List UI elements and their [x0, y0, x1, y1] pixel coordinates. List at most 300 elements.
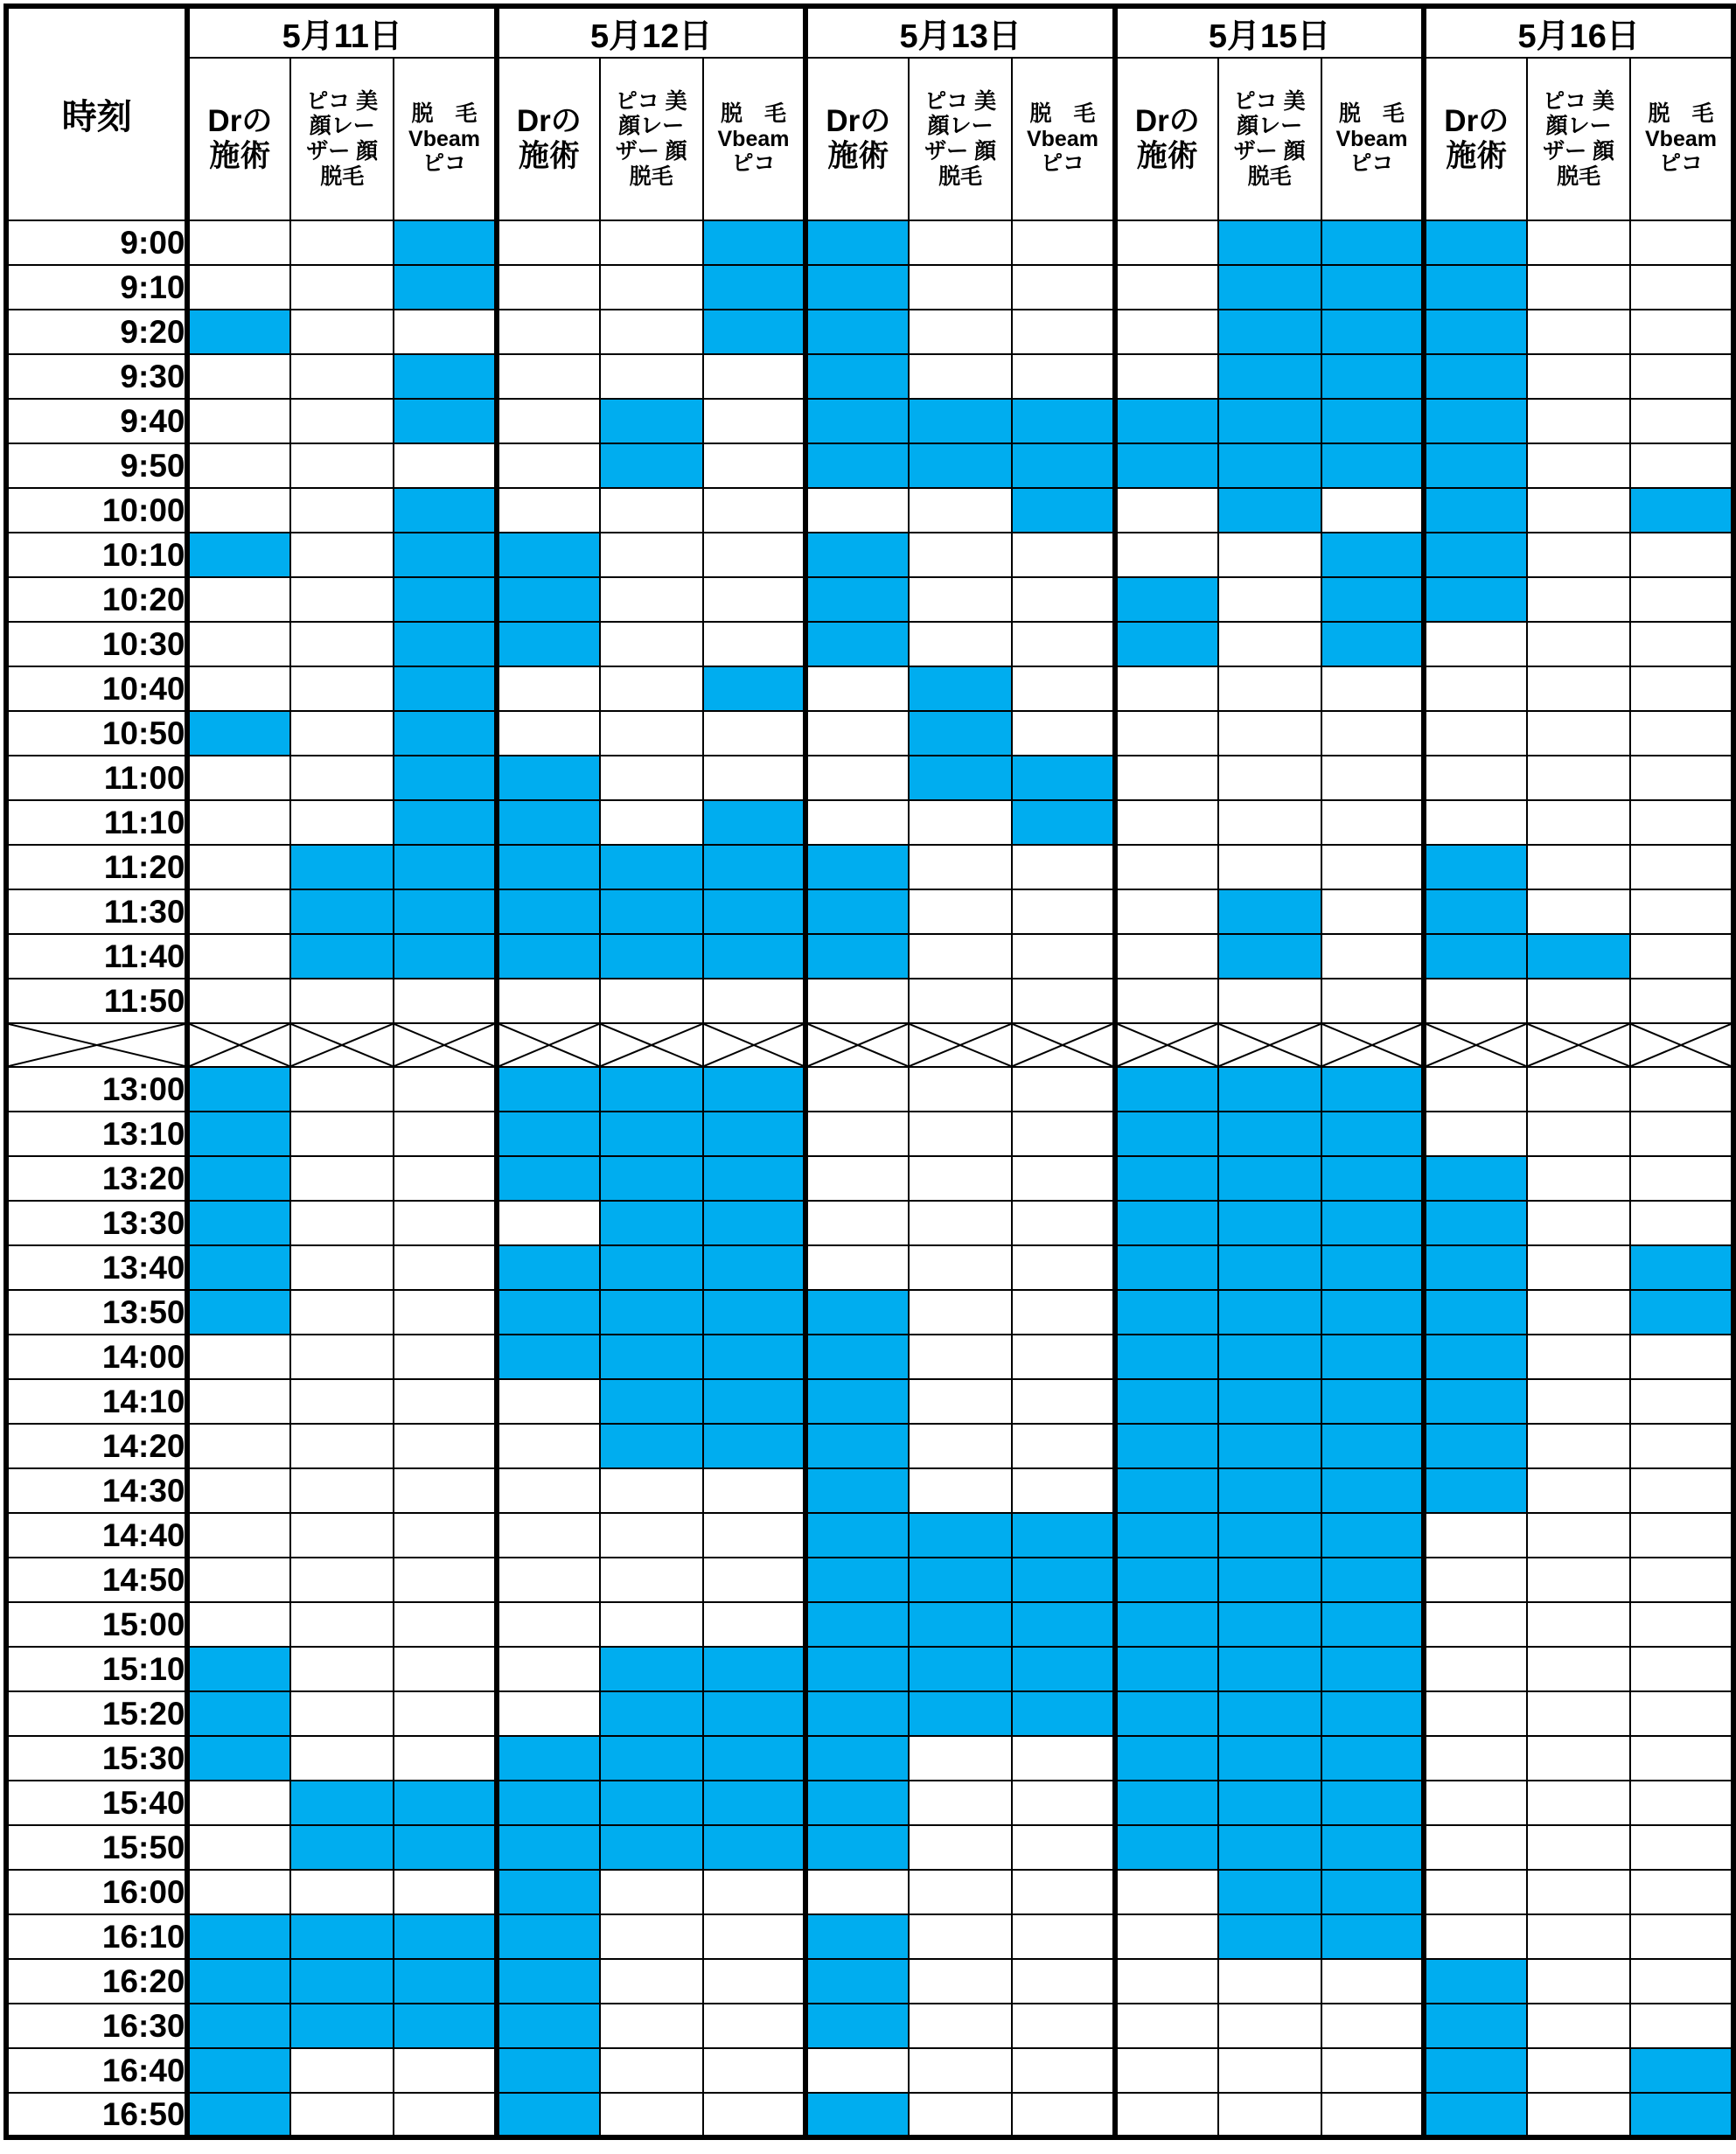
- booked-slot[interactable]: [805, 1424, 909, 1468]
- booked-slot[interactable]: [703, 934, 806, 979]
- open-slot[interactable]: [290, 1602, 394, 1647]
- booked-slot[interactable]: [497, 845, 600, 889]
- open-slot[interactable]: [1424, 1112, 1527, 1156]
- open-slot[interactable]: [187, 1379, 290, 1424]
- open-slot[interactable]: [909, 1245, 1012, 1290]
- open-slot[interactable]: [600, 1959, 703, 2004]
- open-slot[interactable]: [703, 577, 806, 622]
- open-slot[interactable]: [703, 1468, 806, 1513]
- open-slot[interactable]: [1115, 756, 1218, 800]
- booked-slot[interactable]: [497, 1825, 600, 1870]
- open-slot[interactable]: [187, 800, 290, 845]
- booked-slot[interactable]: [909, 756, 1012, 800]
- open-slot[interactable]: [187, 354, 290, 399]
- open-slot[interactable]: [497, 1424, 600, 1468]
- open-slot[interactable]: [497, 443, 600, 488]
- open-slot[interactable]: [1012, 1112, 1115, 1156]
- booked-slot[interactable]: [703, 1781, 806, 1825]
- booked-slot[interactable]: [497, 756, 600, 800]
- booked-slot[interactable]: [703, 845, 806, 889]
- booked-slot[interactable]: [600, 1825, 703, 1870]
- open-slot[interactable]: [1527, 711, 1630, 756]
- open-slot[interactable]: [1527, 666, 1630, 711]
- booked-slot[interactable]: [1218, 1513, 1321, 1558]
- booked-slot[interactable]: [1424, 2093, 1527, 2137]
- booked-slot[interactable]: [909, 1691, 1012, 1736]
- booked-slot[interactable]: [290, 845, 394, 889]
- open-slot[interactable]: [1115, 1959, 1218, 2004]
- open-slot[interactable]: [1115, 1870, 1218, 1914]
- open-slot[interactable]: [703, 354, 806, 399]
- open-slot[interactable]: [1527, 1379, 1630, 1424]
- booked-slot[interactable]: [805, 265, 909, 310]
- open-slot[interactable]: [1527, 1290, 1630, 1335]
- booked-slot[interactable]: [1630, 1290, 1733, 1335]
- booked-slot[interactable]: [703, 1245, 806, 1290]
- open-slot[interactable]: [290, 622, 394, 666]
- booked-slot[interactable]: [1424, 399, 1527, 443]
- open-slot[interactable]: [394, 1647, 497, 1691]
- open-slot[interactable]: [600, 310, 703, 354]
- open-slot[interactable]: [1527, 889, 1630, 934]
- open-slot[interactable]: [1527, 1691, 1630, 1736]
- open-slot[interactable]: [1630, 2004, 1733, 2048]
- open-slot[interactable]: [1424, 1870, 1527, 1914]
- booked-slot[interactable]: [1218, 265, 1321, 310]
- open-slot[interactable]: [1218, 756, 1321, 800]
- open-slot[interactable]: [1527, 1335, 1630, 1379]
- open-slot[interactable]: [1115, 979, 1218, 1023]
- open-slot[interactable]: [1527, 622, 1630, 666]
- open-slot[interactable]: [1630, 622, 1733, 666]
- open-slot[interactable]: [1321, 800, 1425, 845]
- open-slot[interactable]: [1012, 310, 1115, 354]
- booked-slot[interactable]: [703, 1379, 806, 1424]
- open-slot[interactable]: [703, 711, 806, 756]
- open-slot[interactable]: [187, 1424, 290, 1468]
- open-slot[interactable]: [290, 1290, 394, 1335]
- booked-slot[interactable]: [394, 220, 497, 265]
- open-slot[interactable]: [703, 622, 806, 666]
- open-slot[interactable]: [1630, 889, 1733, 934]
- open-slot[interactable]: [909, 979, 1012, 1023]
- open-slot[interactable]: [1012, 533, 1115, 577]
- open-slot[interactable]: [187, 1825, 290, 1870]
- open-slot[interactable]: [1527, 1245, 1630, 1290]
- booked-slot[interactable]: [1218, 220, 1321, 265]
- booked-slot[interactable]: [805, 1781, 909, 1825]
- booked-slot[interactable]: [290, 1914, 394, 1959]
- open-slot[interactable]: [1218, 1959, 1321, 2004]
- open-slot[interactable]: [909, 622, 1012, 666]
- open-slot[interactable]: [1218, 622, 1321, 666]
- open-slot[interactable]: [497, 1602, 600, 1647]
- open-slot[interactable]: [703, 2093, 806, 2137]
- booked-slot[interactable]: [497, 889, 600, 934]
- open-slot[interactable]: [1527, 1156, 1630, 1201]
- open-slot[interactable]: [290, 577, 394, 622]
- booked-slot[interactable]: [187, 1736, 290, 1781]
- booked-slot[interactable]: [805, 1825, 909, 1870]
- open-slot[interactable]: [187, 1558, 290, 1602]
- open-slot[interactable]: [909, 354, 1012, 399]
- open-slot[interactable]: [1115, 845, 1218, 889]
- open-slot[interactable]: [1012, 1245, 1115, 1290]
- open-slot[interactable]: [805, 756, 909, 800]
- booked-slot[interactable]: [703, 1290, 806, 1335]
- open-slot[interactable]: [1527, 265, 1630, 310]
- booked-slot[interactable]: [1424, 2004, 1527, 2048]
- open-slot[interactable]: [1321, 934, 1425, 979]
- open-slot[interactable]: [909, 1781, 1012, 1825]
- open-slot[interactable]: [290, 443, 394, 488]
- open-slot[interactable]: [1012, 1870, 1115, 1914]
- booked-slot[interactable]: [1012, 756, 1115, 800]
- booked-slot[interactable]: [805, 399, 909, 443]
- open-slot[interactable]: [1218, 2048, 1321, 2093]
- open-slot[interactable]: [1527, 310, 1630, 354]
- open-slot[interactable]: [290, 310, 394, 354]
- booked-slot[interactable]: [1115, 1290, 1218, 1335]
- booked-slot[interactable]: [1321, 443, 1425, 488]
- booked-slot[interactable]: [394, 399, 497, 443]
- booked-slot[interactable]: [1115, 1335, 1218, 1379]
- open-slot[interactable]: [600, 756, 703, 800]
- open-slot[interactable]: [290, 1379, 394, 1424]
- booked-slot[interactable]: [1115, 1602, 1218, 1647]
- open-slot[interactable]: [1115, 889, 1218, 934]
- booked-slot[interactable]: [1115, 399, 1218, 443]
- open-slot[interactable]: [290, 1736, 394, 1781]
- open-slot[interactable]: [703, 2048, 806, 2093]
- booked-slot[interactable]: [805, 1914, 909, 1959]
- booked-slot[interactable]: [805, 889, 909, 934]
- booked-slot[interactable]: [805, 1379, 909, 1424]
- booked-slot[interactable]: [497, 1959, 600, 2004]
- open-slot[interactable]: [1012, 1781, 1115, 1825]
- open-slot[interactable]: [1527, 1468, 1630, 1513]
- open-slot[interactable]: [1012, 220, 1115, 265]
- open-slot[interactable]: [394, 1513, 497, 1558]
- open-slot[interactable]: [805, 666, 909, 711]
- booked-slot[interactable]: [497, 1112, 600, 1156]
- open-slot[interactable]: [394, 1602, 497, 1647]
- open-slot[interactable]: [497, 399, 600, 443]
- open-slot[interactable]: [394, 2048, 497, 2093]
- booked-slot[interactable]: [187, 2004, 290, 2048]
- booked-slot[interactable]: [497, 1245, 600, 1290]
- booked-slot[interactable]: [1321, 1602, 1425, 1647]
- booked-slot[interactable]: [187, 533, 290, 577]
- booked-slot[interactable]: [187, 1647, 290, 1691]
- open-slot[interactable]: [600, 577, 703, 622]
- booked-slot[interactable]: [805, 310, 909, 354]
- open-slot[interactable]: [1424, 1602, 1527, 1647]
- booked-slot[interactable]: [1424, 265, 1527, 310]
- booked-slot[interactable]: [1527, 934, 1630, 979]
- open-slot[interactable]: [1527, 577, 1630, 622]
- booked-slot[interactable]: [1321, 533, 1425, 577]
- open-slot[interactable]: [394, 1335, 497, 1379]
- open-slot[interactable]: [1218, 845, 1321, 889]
- open-slot[interactable]: [1630, 979, 1733, 1023]
- booked-slot[interactable]: [909, 1558, 1012, 1602]
- booked-slot[interactable]: [1321, 1201, 1425, 1245]
- booked-slot[interactable]: [187, 1067, 290, 1112]
- open-slot[interactable]: [909, 1112, 1012, 1156]
- booked-slot[interactable]: [805, 220, 909, 265]
- booked-slot[interactable]: [497, 1736, 600, 1781]
- open-slot[interactable]: [600, 354, 703, 399]
- booked-slot[interactable]: [1115, 1156, 1218, 1201]
- booked-slot[interactable]: [1218, 354, 1321, 399]
- open-slot[interactable]: [1527, 2004, 1630, 2048]
- open-slot[interactable]: [1115, 2093, 1218, 2137]
- open-slot[interactable]: [1527, 1067, 1630, 1112]
- booked-slot[interactable]: [1321, 399, 1425, 443]
- booked-slot[interactable]: [1012, 1513, 1115, 1558]
- booked-slot[interactable]: [1012, 488, 1115, 533]
- booked-slot[interactable]: [1115, 1781, 1218, 1825]
- open-slot[interactable]: [805, 1201, 909, 1245]
- open-slot[interactable]: [909, 1201, 1012, 1245]
- booked-slot[interactable]: [703, 1736, 806, 1781]
- open-slot[interactable]: [1012, 979, 1115, 1023]
- booked-slot[interactable]: [394, 265, 497, 310]
- open-slot[interactable]: [290, 1691, 394, 1736]
- open-slot[interactable]: [1630, 1914, 1733, 1959]
- open-slot[interactable]: [290, 1468, 394, 1513]
- open-slot[interactable]: [394, 1870, 497, 1914]
- open-slot[interactable]: [909, 2004, 1012, 2048]
- open-slot[interactable]: [909, 577, 1012, 622]
- open-slot[interactable]: [805, 1112, 909, 1156]
- booked-slot[interactable]: [600, 1112, 703, 1156]
- open-slot[interactable]: [1115, 2004, 1218, 2048]
- open-slot[interactable]: [1321, 2048, 1425, 2093]
- booked-slot[interactable]: [1218, 1156, 1321, 1201]
- booked-slot[interactable]: [909, 711, 1012, 756]
- open-slot[interactable]: [394, 1067, 497, 1112]
- booked-slot[interactable]: [1424, 577, 1527, 622]
- booked-slot[interactable]: [1115, 1558, 1218, 1602]
- open-slot[interactable]: [290, 1647, 394, 1691]
- open-slot[interactable]: [703, 979, 806, 1023]
- open-slot[interactable]: [1321, 2093, 1425, 2137]
- open-slot[interactable]: [290, 1870, 394, 1914]
- open-slot[interactable]: [187, 622, 290, 666]
- booked-slot[interactable]: [600, 1736, 703, 1781]
- booked-slot[interactable]: [1424, 443, 1527, 488]
- booked-slot[interactable]: [805, 1468, 909, 1513]
- open-slot[interactable]: [1012, 1335, 1115, 1379]
- booked-slot[interactable]: [394, 533, 497, 577]
- open-slot[interactable]: [1527, 1870, 1630, 1914]
- open-slot[interactable]: [909, 220, 1012, 265]
- open-slot[interactable]: [600, 2048, 703, 2093]
- booked-slot[interactable]: [1115, 1067, 1218, 1112]
- booked-slot[interactable]: [1321, 1558, 1425, 1602]
- booked-slot[interactable]: [1321, 1424, 1425, 1468]
- booked-slot[interactable]: [1218, 1067, 1321, 1112]
- open-slot[interactable]: [1012, 934, 1115, 979]
- booked-slot[interactable]: [703, 1825, 806, 1870]
- open-slot[interactable]: [1321, 488, 1425, 533]
- open-slot[interactable]: [1012, 1067, 1115, 1112]
- open-slot[interactable]: [600, 622, 703, 666]
- open-slot[interactable]: [1012, 1201, 1115, 1245]
- open-slot[interactable]: [1424, 800, 1527, 845]
- booked-slot[interactable]: [1115, 1513, 1218, 1558]
- open-slot[interactable]: [1630, 1201, 1733, 1245]
- booked-slot[interactable]: [497, 1290, 600, 1335]
- open-slot[interactable]: [1527, 800, 1630, 845]
- open-slot[interactable]: [1527, 399, 1630, 443]
- open-slot[interactable]: [1527, 488, 1630, 533]
- open-slot[interactable]: [394, 1156, 497, 1201]
- open-slot[interactable]: [187, 845, 290, 889]
- open-slot[interactable]: [290, 488, 394, 533]
- open-slot[interactable]: [703, 399, 806, 443]
- booked-slot[interactable]: [805, 1513, 909, 1558]
- open-slot[interactable]: [600, 800, 703, 845]
- booked-slot[interactable]: [1630, 2048, 1733, 2093]
- open-slot[interactable]: [187, 979, 290, 1023]
- open-slot[interactable]: [1630, 1335, 1733, 1379]
- booked-slot[interactable]: [497, 577, 600, 622]
- booked-slot[interactable]: [1321, 1067, 1425, 1112]
- booked-slot[interactable]: [805, 1691, 909, 1736]
- open-slot[interactable]: [1527, 2093, 1630, 2137]
- open-slot[interactable]: [1630, 1379, 1733, 1424]
- booked-slot[interactable]: [1321, 1468, 1425, 1513]
- open-slot[interactable]: [187, 220, 290, 265]
- booked-slot[interactable]: [187, 1959, 290, 2004]
- open-slot[interactable]: [187, 1602, 290, 1647]
- booked-slot[interactable]: [394, 756, 497, 800]
- booked-slot[interactable]: [1012, 1691, 1115, 1736]
- booked-slot[interactable]: [805, 1558, 909, 1602]
- booked-slot[interactable]: [1424, 1379, 1527, 1424]
- booked-slot[interactable]: [703, 800, 806, 845]
- booked-slot[interactable]: [1424, 310, 1527, 354]
- open-slot[interactable]: [187, 443, 290, 488]
- open-slot[interactable]: [290, 1245, 394, 1290]
- open-slot[interactable]: [290, 354, 394, 399]
- open-slot[interactable]: [1630, 310, 1733, 354]
- open-slot[interactable]: [1424, 979, 1527, 1023]
- open-slot[interactable]: [600, 1513, 703, 1558]
- open-slot[interactable]: [703, 1513, 806, 1558]
- booked-slot[interactable]: [703, 1112, 806, 1156]
- booked-slot[interactable]: [1012, 399, 1115, 443]
- open-slot[interactable]: [805, 711, 909, 756]
- booked-slot[interactable]: [1424, 1335, 1527, 1379]
- booked-slot[interactable]: [497, 1156, 600, 1201]
- booked-slot[interactable]: [1424, 1201, 1527, 1245]
- booked-slot[interactable]: [1218, 1870, 1321, 1914]
- open-slot[interactable]: [703, 1870, 806, 1914]
- booked-slot[interactable]: [187, 1290, 290, 1335]
- open-slot[interactable]: [1630, 443, 1733, 488]
- open-slot[interactable]: [1527, 1914, 1630, 1959]
- open-slot[interactable]: [187, 666, 290, 711]
- open-slot[interactable]: [909, 800, 1012, 845]
- open-slot[interactable]: [909, 1335, 1012, 1379]
- booked-slot[interactable]: [1218, 310, 1321, 354]
- booked-slot[interactable]: [1321, 1112, 1425, 1156]
- booked-slot[interactable]: [1218, 1647, 1321, 1691]
- booked-slot[interactable]: [1424, 354, 1527, 399]
- booked-slot[interactable]: [497, 622, 600, 666]
- open-slot[interactable]: [600, 979, 703, 1023]
- open-slot[interactable]: [1218, 711, 1321, 756]
- open-slot[interactable]: [1527, 533, 1630, 577]
- booked-slot[interactable]: [394, 2004, 497, 2048]
- booked-slot[interactable]: [909, 1602, 1012, 1647]
- booked-slot[interactable]: [1321, 354, 1425, 399]
- open-slot[interactable]: [1630, 711, 1733, 756]
- open-slot[interactable]: [909, 1156, 1012, 1201]
- open-slot[interactable]: [1012, 711, 1115, 756]
- open-slot[interactable]: [600, 265, 703, 310]
- open-slot[interactable]: [1115, 800, 1218, 845]
- open-slot[interactable]: [909, 1290, 1012, 1335]
- open-slot[interactable]: [290, 1201, 394, 1245]
- open-slot[interactable]: [187, 488, 290, 533]
- open-slot[interactable]: [1424, 756, 1527, 800]
- open-slot[interactable]: [290, 2048, 394, 2093]
- booked-slot[interactable]: [394, 1781, 497, 1825]
- booked-slot[interactable]: [187, 711, 290, 756]
- booked-slot[interactable]: [600, 1201, 703, 1245]
- booked-slot[interactable]: [1218, 399, 1321, 443]
- booked-slot[interactable]: [290, 889, 394, 934]
- open-slot[interactable]: [290, 220, 394, 265]
- open-slot[interactable]: [909, 1959, 1012, 2004]
- booked-slot[interactable]: [497, 934, 600, 979]
- open-slot[interactable]: [703, 443, 806, 488]
- open-slot[interactable]: [909, 1870, 1012, 1914]
- open-slot[interactable]: [1218, 666, 1321, 711]
- booked-slot[interactable]: [1012, 443, 1115, 488]
- booked-slot[interactable]: [394, 666, 497, 711]
- open-slot[interactable]: [1630, 666, 1733, 711]
- open-slot[interactable]: [1012, 622, 1115, 666]
- booked-slot[interactable]: [1321, 1647, 1425, 1691]
- booked-slot[interactable]: [600, 1067, 703, 1112]
- open-slot[interactable]: [1630, 220, 1733, 265]
- booked-slot[interactable]: [1218, 1379, 1321, 1424]
- open-slot[interactable]: [1527, 1112, 1630, 1156]
- open-slot[interactable]: [805, 1067, 909, 1112]
- open-slot[interactable]: [1424, 1691, 1527, 1736]
- booked-slot[interactable]: [909, 1513, 1012, 1558]
- booked-slot[interactable]: [1115, 1825, 1218, 1870]
- booked-slot[interactable]: [394, 1914, 497, 1959]
- booked-slot[interactable]: [290, 1781, 394, 1825]
- open-slot[interactable]: [909, 1424, 1012, 1468]
- booked-slot[interactable]: [1424, 1424, 1527, 1468]
- open-slot[interactable]: [1012, 2048, 1115, 2093]
- open-slot[interactable]: [909, 889, 1012, 934]
- open-slot[interactable]: [394, 1468, 497, 1513]
- booked-slot[interactable]: [187, 310, 290, 354]
- open-slot[interactable]: [1630, 577, 1733, 622]
- open-slot[interactable]: [805, 1156, 909, 1201]
- booked-slot[interactable]: [1218, 1112, 1321, 1156]
- booked-slot[interactable]: [1012, 1558, 1115, 1602]
